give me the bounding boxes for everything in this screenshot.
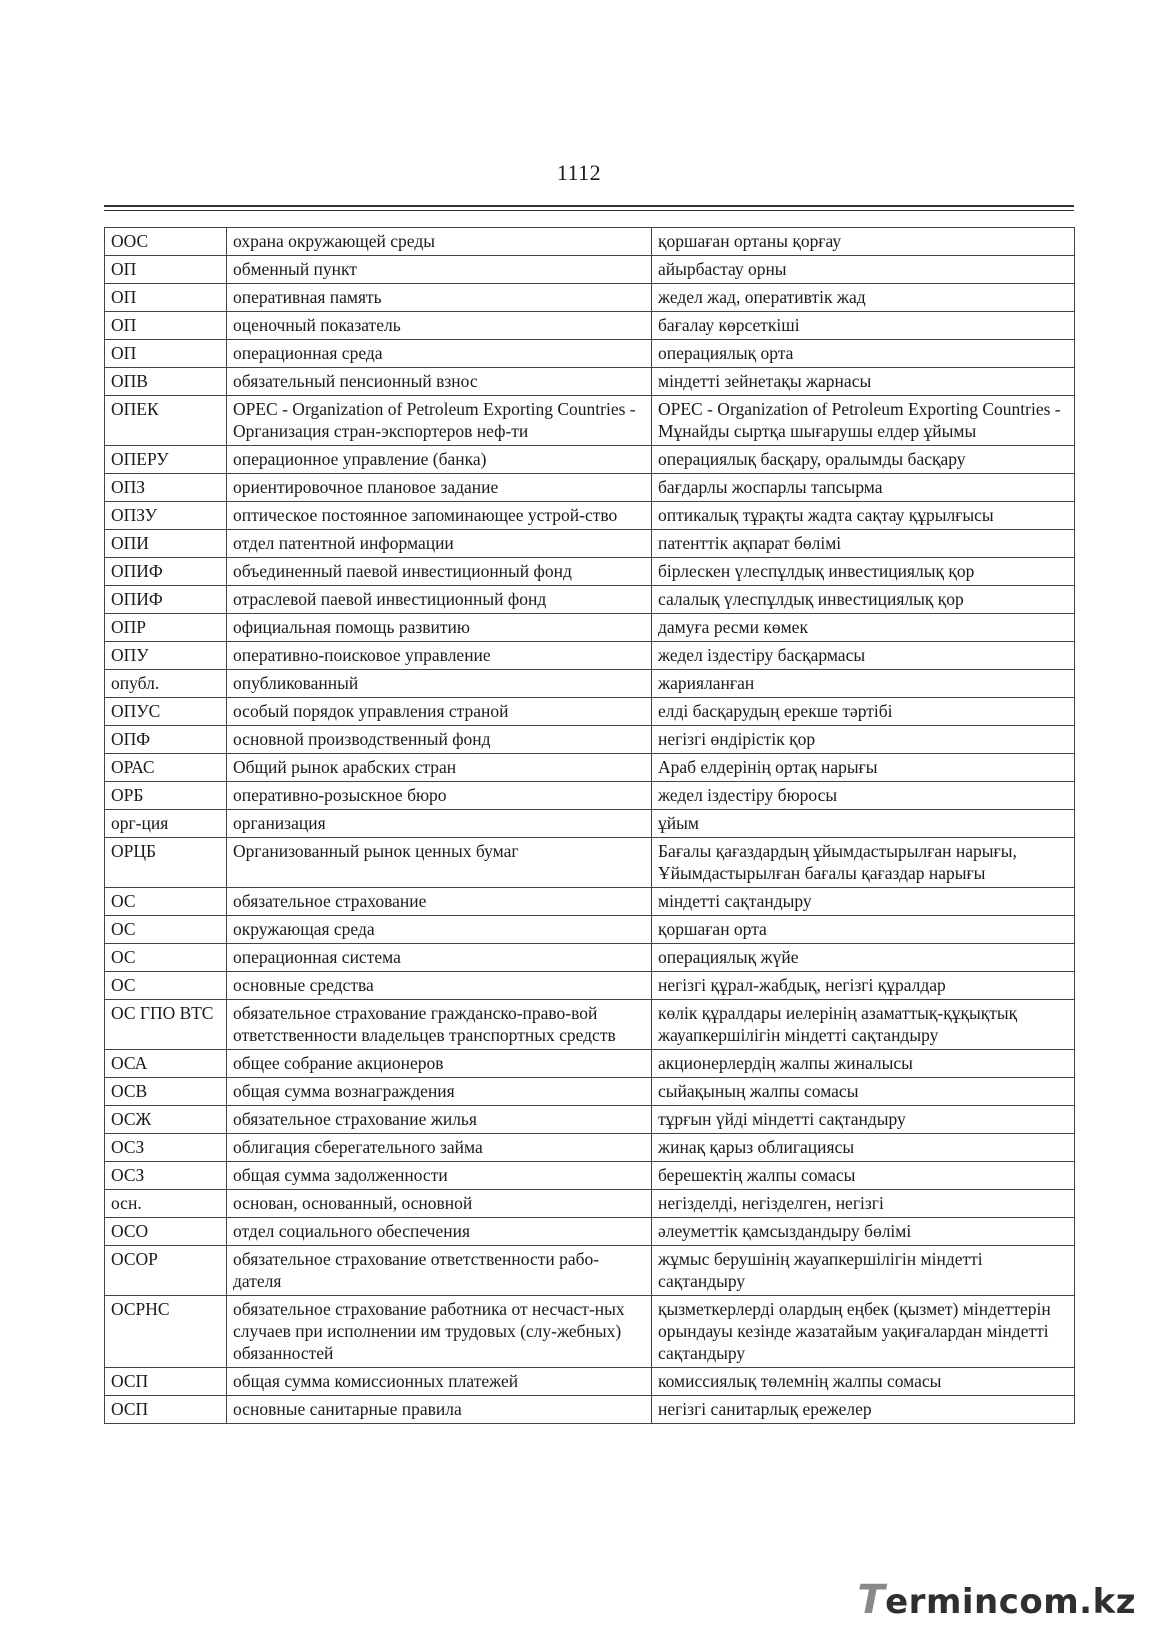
header-rule	[104, 205, 1074, 207]
abbreviation-cell: ОСЗ	[105, 1134, 227, 1162]
russian-term-cell: основной производственный фонд	[227, 726, 652, 754]
table-row	[105, 1190, 1075, 1218]
abbreviation-cell: ОП	[105, 340, 227, 368]
table-row	[105, 284, 1075, 312]
table-row	[105, 1162, 1075, 1190]
russian-term-cell: общая сумма комиссионных платежей	[227, 1368, 652, 1396]
abbreviation-cell: ОПВ	[105, 368, 227, 396]
abbreviation-cell: ОП	[105, 284, 227, 312]
russian-term-cell: опубликованный	[227, 670, 652, 698]
kazakh-term-cell: Бағалы қағаздардың ұйымдастырылған нарығы, Ұйымдастырылған бағалы қағаздар нарығы	[652, 838, 1075, 888]
abbreviation-cell: орг-ция	[105, 810, 227, 838]
kazakh-term-cell: қоршаған ортаны қорғау	[652, 228, 1075, 256]
russian-term-cell: обязательное страхование гражданско-право-вой ответственности владельцев транспортных средств	[227, 1000, 652, 1050]
kazakh-term-cell: операциялық орта	[652, 340, 1075, 368]
table-row	[105, 1368, 1075, 1396]
table-row	[105, 1106, 1075, 1134]
kazakh-term-cell: жедел іздестіру бюросы	[652, 782, 1075, 810]
table-row	[105, 474, 1075, 502]
kazakh-term-cell: жедел жад, оперативтік жад	[652, 284, 1075, 312]
russian-term-cell: основан, основанный, основной	[227, 1190, 652, 1218]
abbreviation-cell: ОПУС	[105, 698, 227, 726]
logo-letter-t: T	[857, 1577, 886, 1623]
kazakh-term-cell: негізгі өндірістік қор	[652, 726, 1075, 754]
kazakh-term-cell: қызметкерлерді олардың еңбек (қызмет) міндеттерін орындауы кезінде жазатайым уақиғалардан міндетті сақтандыру	[652, 1296, 1075, 1368]
table-row	[105, 614, 1075, 642]
table-row	[105, 1246, 1075, 1296]
abbreviation-cell: ОПЕРУ	[105, 446, 227, 474]
abbreviation-cell: ОСО	[105, 1218, 227, 1246]
russian-term-cell: отдел патентной информации	[227, 530, 652, 558]
russian-term-cell: обязательное страхование жилья	[227, 1106, 652, 1134]
russian-term-cell: операционное управление (банка)	[227, 446, 652, 474]
abbreviation-cell: ОПИФ	[105, 558, 227, 586]
abbreviation-cell: ОСРНС	[105, 1296, 227, 1368]
table-row	[105, 340, 1075, 368]
abbreviation-cell: ОСП	[105, 1368, 227, 1396]
kazakh-term-cell: ұйым	[652, 810, 1075, 838]
table-row	[105, 558, 1075, 586]
page-number: 1112	[556, 160, 602, 185]
kazakh-term-cell: көлік құралдары иелерінің азаматтық-құқықтық жауапкершілігін міндетті сақтандыру	[652, 1000, 1075, 1050]
kazakh-term-cell: операциялық жүйе	[652, 944, 1075, 972]
table-row	[105, 1134, 1075, 1162]
abbreviation-cell: ОС	[105, 916, 227, 944]
table-row	[105, 502, 1075, 530]
kazakh-term-cell: бағдарлы жоспарлы тапсырма	[652, 474, 1075, 502]
kazakh-term-cell: дамуға ресми көмек	[652, 614, 1075, 642]
abbreviation-cell: ООС	[105, 228, 227, 256]
kazakh-term-cell: жұмыс берушінің жауапкершілігін міндетті сақтандыру	[652, 1246, 1075, 1296]
table-row	[105, 698, 1075, 726]
kazakh-term-cell: бағалау көрсеткіші	[652, 312, 1075, 340]
abbreviation-cell: ОП	[105, 312, 227, 340]
kazakh-term-cell: OPEC - Organization of Petroleum Exporting Countries - Мұнайды сыртқа шығарушы елдер ұйымы	[652, 396, 1075, 446]
abbreviation-table-body	[105, 228, 1075, 1424]
russian-term-cell: отдел социального обеспечения	[227, 1218, 652, 1246]
table-row	[105, 888, 1075, 916]
russian-term-cell: обязательное страхование ответственности рабо-дателя	[227, 1246, 652, 1296]
kazakh-term-cell: жедел іздестіру басқармасы	[652, 642, 1075, 670]
abbreviation-table	[104, 227, 1075, 1424]
russian-term-cell: особый порядок управления страной	[227, 698, 652, 726]
russian-term-cell: оценочный показатель	[227, 312, 652, 340]
russian-term-cell: операционная среда	[227, 340, 652, 368]
abbreviation-cell: ОПФ	[105, 726, 227, 754]
table-row	[105, 368, 1075, 396]
table-row	[105, 1078, 1075, 1106]
abbreviation-cell: ОПЕК	[105, 396, 227, 446]
russian-term-cell: оперативно-розыскное бюро	[227, 782, 652, 810]
abbreviation-cell: опубл.	[105, 670, 227, 698]
russian-term-cell: общее собрание акционеров	[227, 1050, 652, 1078]
abbreviation-cell: ОПИ	[105, 530, 227, 558]
kazakh-term-cell: негізгі құрал-жабдық, негізгі құралдар	[652, 972, 1075, 1000]
kazakh-term-cell: салалық үлеспұлдық инвестициялық қор	[652, 586, 1075, 614]
kazakh-term-cell: патенттік ақпарат бөлімі	[652, 530, 1075, 558]
russian-term-cell: охрана окружающей среды	[227, 228, 652, 256]
russian-term-cell: оперативно-поисковое управление	[227, 642, 652, 670]
abbreviation-cell: ОС	[105, 944, 227, 972]
logo-text: ermincom.kz	[885, 1582, 1136, 1622]
kazakh-term-cell: міндетті сақтандыру	[652, 888, 1075, 916]
abbreviation-cell: ОС	[105, 972, 227, 1000]
table-row	[105, 256, 1075, 284]
russian-term-cell: отраслевой паевой инвестиционный фонд	[227, 586, 652, 614]
russian-term-cell: официальная помощь развитию	[227, 614, 652, 642]
termincom-logo[interactable]	[857, 1577, 1136, 1623]
kazakh-term-cell: айырбастау орны	[652, 256, 1075, 284]
kazakh-term-cell: Араб елдерінің ортақ нарығы	[652, 754, 1075, 782]
table-row	[105, 810, 1075, 838]
kazakh-term-cell: берешектің жалпы сомасы	[652, 1162, 1075, 1190]
table-row	[105, 838, 1075, 888]
russian-term-cell: Организованный рынок ценных бумаг	[227, 838, 652, 888]
abbreviation-cell: ОПУ	[105, 642, 227, 670]
abbreviation-cell: ОПЗУ	[105, 502, 227, 530]
russian-term-cell: основные средства	[227, 972, 652, 1000]
abbreviation-cell: ОП	[105, 256, 227, 284]
russian-term-cell: оптическое постоянное запоминающее устрой-ство	[227, 502, 652, 530]
table-row	[105, 670, 1075, 698]
abbreviation-cell: ОСОР	[105, 1246, 227, 1296]
abbreviation-cell: ОПЗ	[105, 474, 227, 502]
russian-term-cell: основные санитарные правила	[227, 1396, 652, 1424]
kazakh-term-cell: сыйақының жалпы сомасы	[652, 1078, 1075, 1106]
table-row	[105, 446, 1075, 474]
kazakh-term-cell: операциялық басқару, оралымды басқару	[652, 446, 1075, 474]
abbreviation-cell: ОСА	[105, 1050, 227, 1078]
header-rule-thin	[104, 210, 1074, 211]
kazakh-term-cell: әлеуметтік қамсыздандыру бөлімі	[652, 1218, 1075, 1246]
kazakh-term-cell: жарияланған	[652, 670, 1075, 698]
table-row	[105, 586, 1075, 614]
abbreviation-cell: ОСВ	[105, 1078, 227, 1106]
table-row	[105, 642, 1075, 670]
table-row	[105, 396, 1075, 446]
abbreviation-cell: ОРАС	[105, 754, 227, 782]
table-row	[105, 726, 1075, 754]
abbreviation-cell: ОСЗ	[105, 1162, 227, 1190]
russian-term-cell: облигация сберегательного займа	[227, 1134, 652, 1162]
russian-term-cell: организация	[227, 810, 652, 838]
table-row	[105, 1218, 1075, 1246]
russian-term-cell: объединенный паевой инвестиционный фонд	[227, 558, 652, 586]
table-row	[105, 972, 1075, 1000]
russian-term-cell: общая сумма задолженности	[227, 1162, 652, 1190]
abbreviation-cell: ОСЖ	[105, 1106, 227, 1134]
kazakh-term-cell: негізделді, негізделген, негізгі	[652, 1190, 1075, 1218]
table-row	[105, 782, 1075, 810]
kazakh-term-cell: негізгі санитарлық ережелер	[652, 1396, 1075, 1424]
kazakh-term-cell: комиссиялық төлемнің жалпы сомасы	[652, 1368, 1075, 1396]
abbreviation-cell: ОПИФ	[105, 586, 227, 614]
abbreviation-cell: ОРБ	[105, 782, 227, 810]
table-row	[105, 1296, 1075, 1368]
russian-term-cell: окружающая среда	[227, 916, 652, 944]
abbreviation-cell: осн.	[105, 1190, 227, 1218]
table-row	[105, 312, 1075, 340]
kazakh-term-cell: оптикалық тұрақты жадта сақтау құрылғысы	[652, 502, 1075, 530]
kazakh-term-cell: акционерлердің жалпы жиналысы	[652, 1050, 1075, 1078]
russian-term-cell: обязательное страхование	[227, 888, 652, 916]
russian-term-cell: OPEC - Organization of Petroleum Exporting Countries - Организация стран-экспортеров неф-ти	[227, 396, 652, 446]
russian-term-cell: общая сумма вознаграждения	[227, 1078, 652, 1106]
kazakh-term-cell: қоршаған орта	[652, 916, 1075, 944]
russian-term-cell: обязательный пенсионный взнос	[227, 368, 652, 396]
table-row	[105, 1000, 1075, 1050]
table-row	[105, 754, 1075, 782]
kazakh-term-cell: жинақ қарыз облигациясы	[652, 1134, 1075, 1162]
abbreviation-cell: ОРЦБ	[105, 838, 227, 888]
abbreviation-cell: ОПР	[105, 614, 227, 642]
abbreviation-cell: ОСП	[105, 1396, 227, 1424]
table-row	[105, 916, 1075, 944]
table-row	[105, 530, 1075, 558]
russian-term-cell: обязательное страхование работника от несчаст-ных случаев при исполнении им трудовых (слу-жебных) обязанностей	[227, 1296, 652, 1368]
kazakh-term-cell: міндетті зейнетақы жарнасы	[652, 368, 1075, 396]
table-row	[105, 1050, 1075, 1078]
kazakh-term-cell: бірлескен үлеспұлдық инвестициялық қор	[652, 558, 1075, 586]
kazakh-term-cell: тұрғын үйді міндетті сақтандыру	[652, 1106, 1075, 1134]
russian-term-cell: Общий рынок арабских стран	[227, 754, 652, 782]
table-row	[105, 228, 1075, 256]
abbreviation-cell: ОС	[105, 888, 227, 916]
table-row	[105, 944, 1075, 972]
table-row	[105, 1396, 1075, 1424]
abbreviation-cell: ОС ГПО ВТС	[105, 1000, 227, 1050]
russian-term-cell: оперативная память	[227, 284, 652, 312]
russian-term-cell: операционная система	[227, 944, 652, 972]
russian-term-cell: обменный пункт	[227, 256, 652, 284]
kazakh-term-cell: елді басқарудың ерекше тәртібі	[652, 698, 1075, 726]
russian-term-cell: ориентировочное плановое задание	[227, 474, 652, 502]
